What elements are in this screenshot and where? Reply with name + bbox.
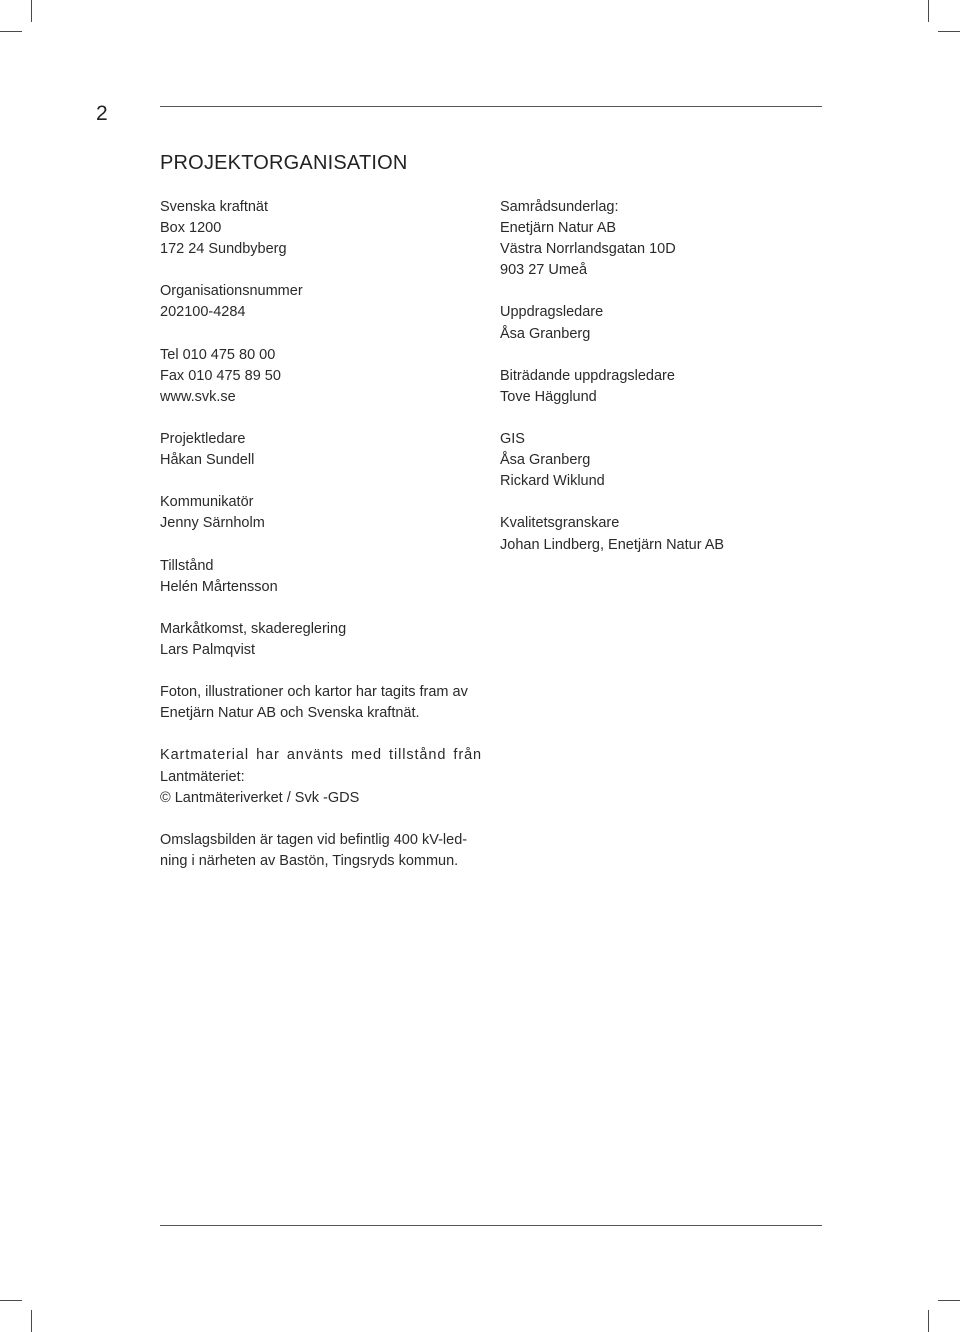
client-address <box>160 197 482 260</box>
org-number-value: 202100-4284 <box>160 304 246 321</box>
role-title: Tillstånd <box>160 557 214 574</box>
consultant-city: 903 27 Umeå <box>500 262 588 279</box>
role-name: Håkan Sundell <box>160 452 255 469</box>
client-city: 172 24 Sundbyberg <box>160 241 287 258</box>
crop-mark-bottom-left-h <box>0 1300 22 1301</box>
map-credit <box>160 745 482 808</box>
org-number-label: Organisationsnummer <box>160 283 303 300</box>
top-rule <box>160 106 822 107</box>
crop-mark-top-left-h <box>0 31 22 32</box>
client-name: Svenska kraftnät <box>160 199 268 215</box>
page-number: 2 <box>96 102 108 125</box>
role-project-manager <box>160 429 482 471</box>
bottom-rule <box>160 1225 822 1226</box>
consultant-street: Västra Norrlandsgatan 10D <box>500 241 676 258</box>
role-name: Johan Lindberg, Enetjärn Natur AB <box>500 536 725 553</box>
role-gis <box>500 429 830 492</box>
client-box: Box 1200 <box>160 220 222 237</box>
role-title: GIS <box>500 431 525 448</box>
map-credit-line: Kartmaterial har använts med tillstånd från <box>160 747 482 764</box>
cover-note-line: ning i närheten av Bastön, Tingsryds kommun. <box>160 852 459 869</box>
role-name: Lars Palmqvist <box>160 641 256 658</box>
role-quality-reviewer <box>500 513 830 555</box>
fax-number: Fax 010 475 89 50 <box>160 367 281 384</box>
crop-mark-top-right-h <box>938 31 960 32</box>
role-name: Helén Mårtensson <box>160 578 278 595</box>
role-title: Kvalitetsgranskare <box>500 515 620 532</box>
role-assignment-manager <box>500 302 830 344</box>
cover-note <box>160 830 482 872</box>
photo-credit-line: Foton, illustrationer och kartor har tagits fram av <box>160 684 468 701</box>
role-name: Åsa Granberg <box>500 452 591 469</box>
org-number <box>160 281 482 323</box>
role-name: Rickard Wiklund <box>500 473 605 490</box>
role-title: Uppdragsledare <box>500 304 604 321</box>
role-name: Tove Hägglund <box>500 388 597 405</box>
role-name: Åsa Granberg <box>500 325 591 342</box>
role-land-access <box>160 619 482 661</box>
consultant-name: Enetjärn Natur AB <box>500 220 617 237</box>
role-title: Biträdande uppdragsledare <box>500 367 675 384</box>
crop-mark-top-right <box>928 0 929 22</box>
crop-mark-top-left <box>31 0 32 22</box>
role-permits <box>160 556 482 598</box>
role-title: Markåtkomst, skadereglering <box>160 620 347 637</box>
photo-credit <box>160 682 482 724</box>
right-column <box>500 197 830 577</box>
left-column <box>160 197 482 893</box>
photo-credit-line: Enetjärn Natur AB och Svenska kraftnät. <box>160 705 420 722</box>
client-contact <box>160 345 482 408</box>
role-name: Jenny Särnholm <box>160 515 265 532</box>
crop-mark-bottom-right-h <box>938 1300 960 1301</box>
consultation-label: Samrådsunderlag: <box>500 199 619 215</box>
crop-mark-bottom-left <box>31 1310 32 1332</box>
cover-note-line: Omslagsbilden är tagen vid befintlig 400 kV-led- <box>160 831 468 848</box>
role-communicator <box>160 492 482 534</box>
role-title: Projektledare <box>160 431 246 448</box>
phone-number: Tel 010 475 80 00 <box>160 346 276 363</box>
copyright-line: © Lantmäteriverket / Svk -GDS <box>160 789 360 806</box>
role-title: Kommunikatör <box>160 494 254 511</box>
map-credit-line: Lantmäteriet: <box>160 768 245 785</box>
page-title: PROJEKTORGANISATION <box>160 152 408 174</box>
consultant-address <box>500 197 830 281</box>
website-link[interactable]: www.svk.se <box>160 388 236 405</box>
role-deputy-manager <box>500 366 830 408</box>
crop-mark-bottom-right <box>928 1310 929 1332</box>
